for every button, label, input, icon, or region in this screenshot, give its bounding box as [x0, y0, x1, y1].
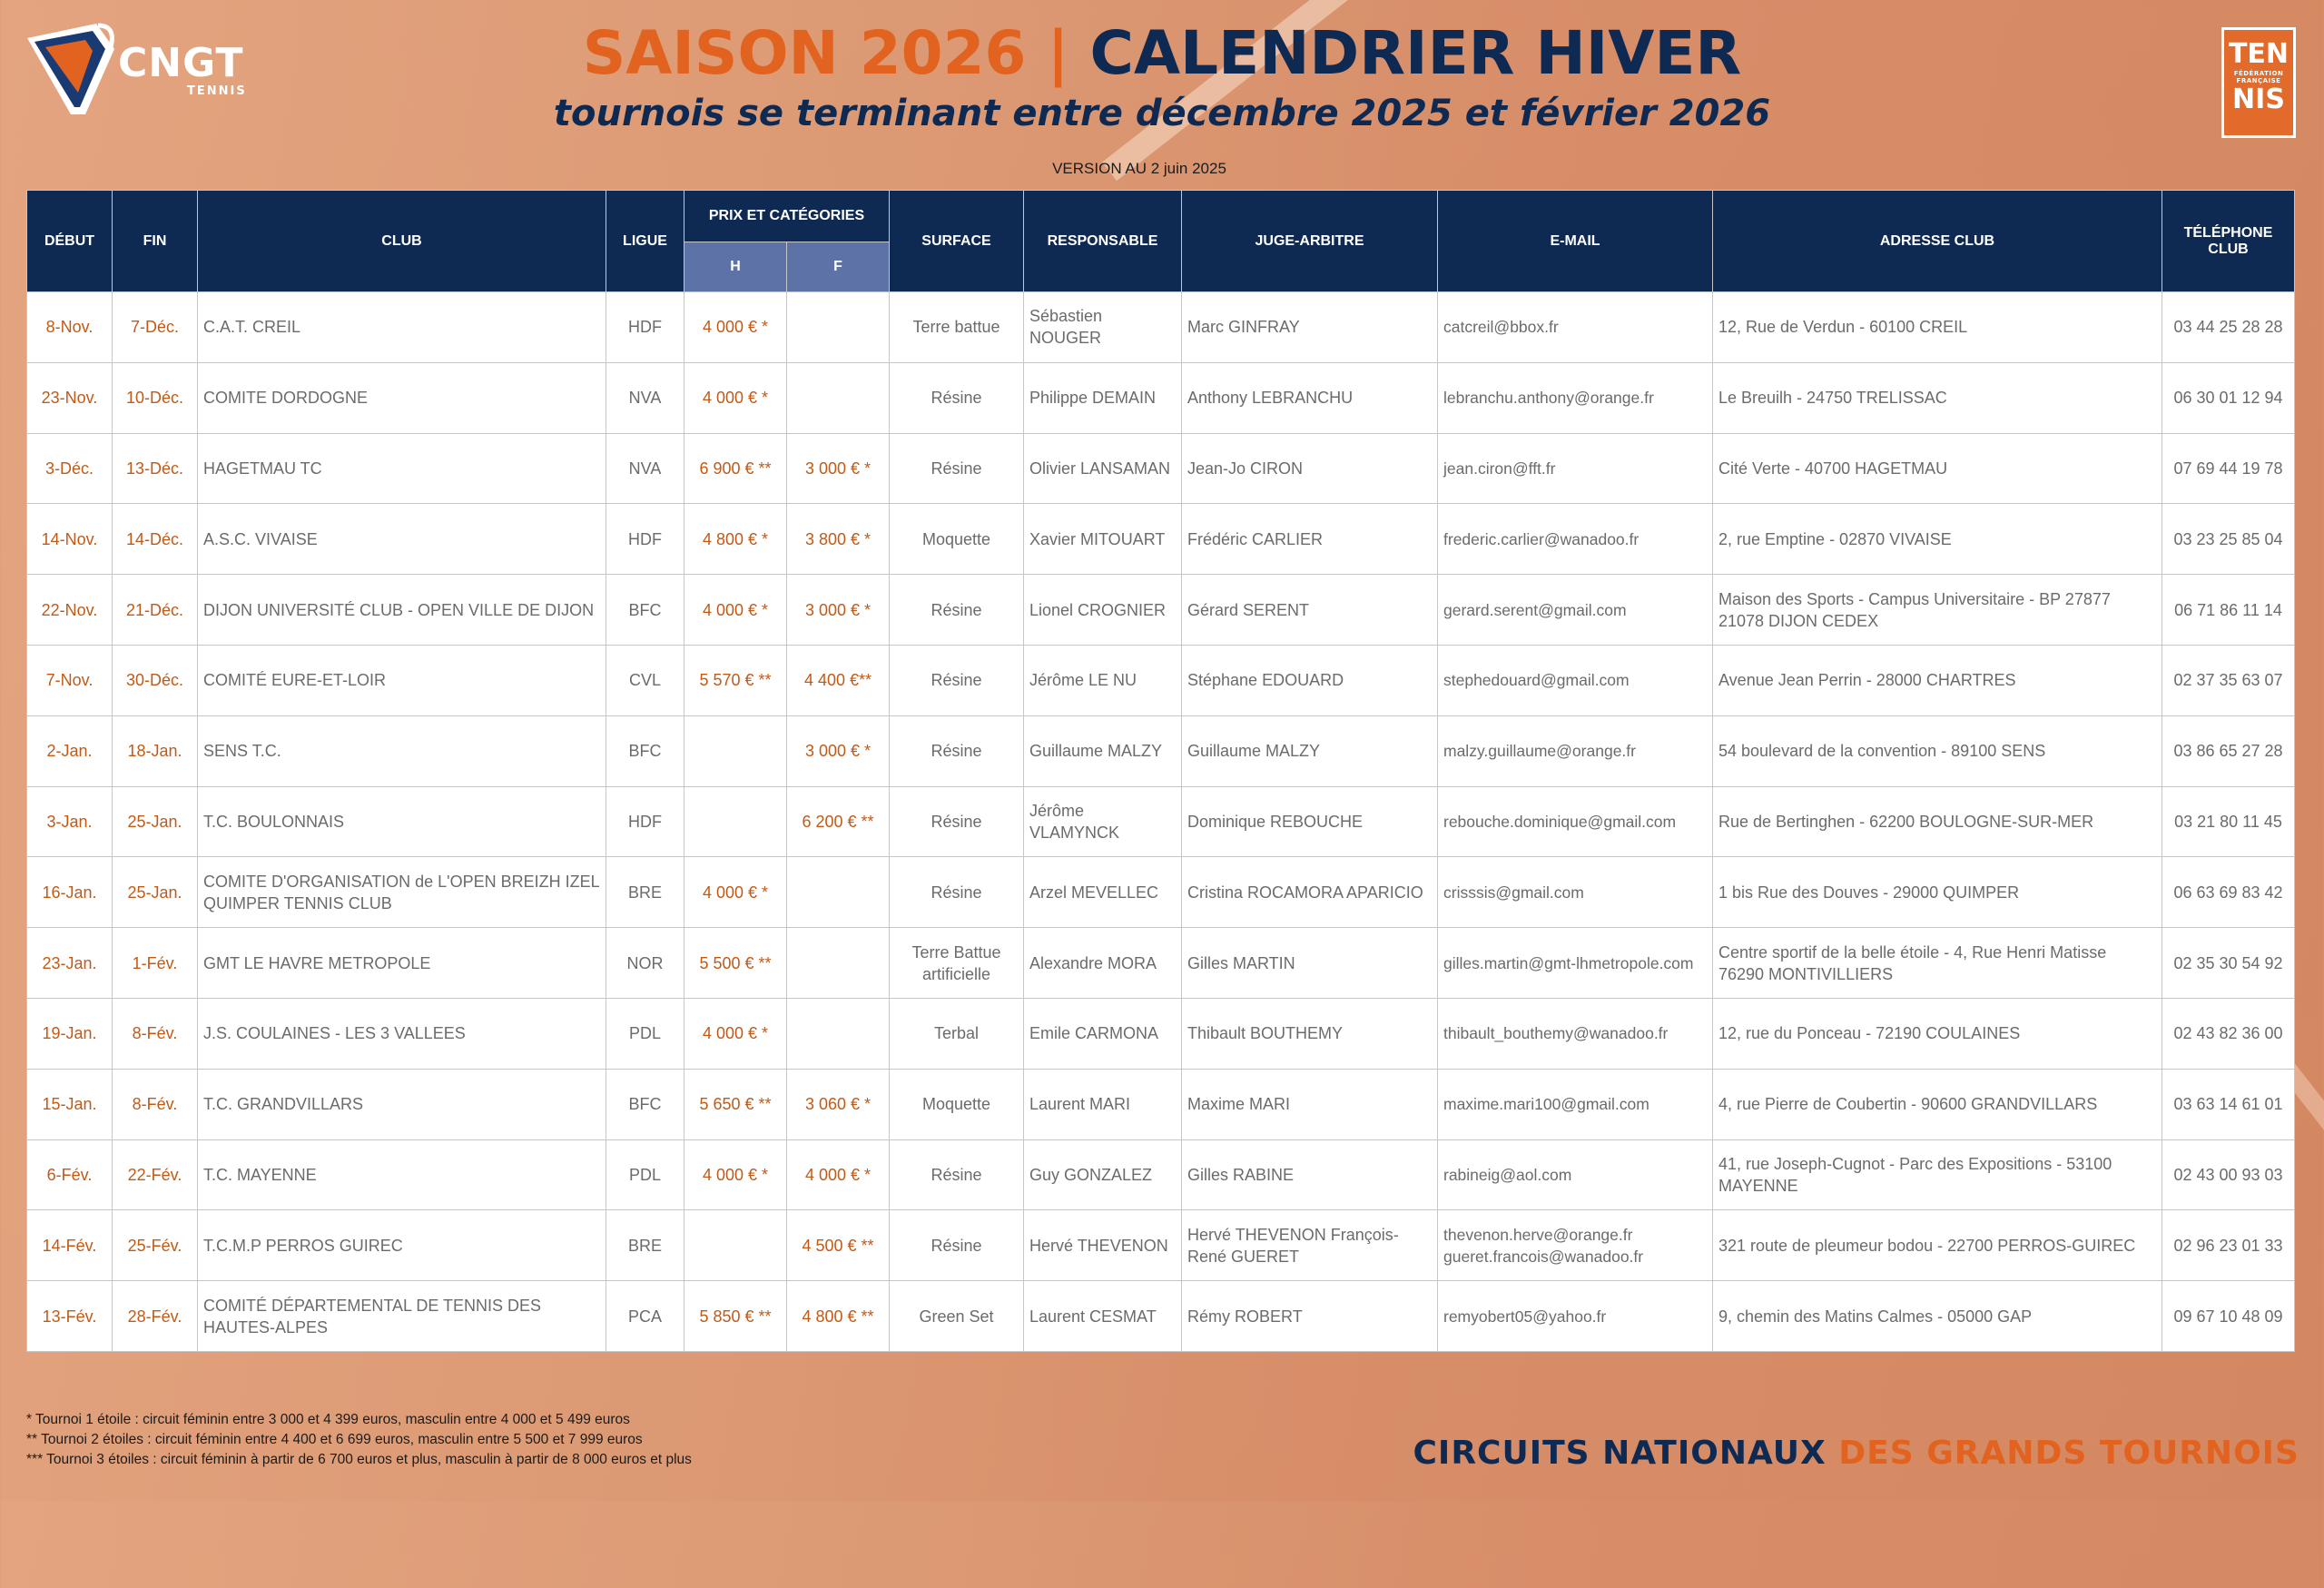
cell-f: [787, 998, 890, 1069]
cell-h: [684, 1210, 787, 1281]
circuits-banner-part1: CIRCUITS NATIONAUX: [1413, 1435, 1827, 1472]
cell-ligue: BRE: [606, 1210, 684, 1281]
cell-club: HAGETMAU TC: [198, 433, 606, 504]
cell-h: 5 650 € **: [684, 1069, 787, 1139]
cell-juge: Rémy ROBERT: [1182, 1281, 1438, 1352]
cell-email: remyobert05@yahoo.fr: [1438, 1281, 1713, 1352]
header-h: H: [684, 242, 787, 292]
cell-juge: Frédéric CARLIER: [1182, 504, 1438, 575]
cell-h: 5 570 € **: [684, 645, 787, 715]
cell-tel: 03 21 80 11 45: [2162, 786, 2295, 857]
page-title: [0, 18, 2324, 88]
cell-surface: Résine: [890, 575, 1024, 646]
cell-debut: 13-Fév.: [27, 1281, 113, 1352]
cell-email: catcreil@bbox.fr: [1438, 292, 1713, 363]
cell-email: thevenon.herve@orange.fr gueret.francois@wanadoo.fr: [1438, 1210, 1713, 1281]
cell-debut: 8-Nov.: [27, 292, 113, 363]
cell-f: 4 500 € **: [787, 1210, 890, 1281]
cell-adresse: 4, rue Pierre de Coubertin - 90600 GRANDVILLARS: [1713, 1069, 2162, 1139]
cell-juge: Cristina ROCAMORA APARICIO: [1182, 857, 1438, 928]
cell-f: 3 800 € *: [787, 504, 890, 575]
cell-fin: 25-Fév.: [113, 1210, 198, 1281]
cell-ligue: BFC: [606, 575, 684, 646]
cell-surface: Résine: [890, 1139, 1024, 1210]
cell-adresse: Avenue Jean Perrin - 28000 CHARTRES: [1713, 645, 2162, 715]
cell-responsable: Jérôme LE NU: [1024, 645, 1182, 715]
cell-juge: Hervé THEVENON François-René GUERET: [1182, 1210, 1438, 1281]
cell-debut: 6-Fév.: [27, 1139, 113, 1210]
cell-h: [684, 715, 787, 786]
cell-fin: 7-Déc.: [113, 292, 198, 363]
table-row: [27, 998, 2295, 1069]
cell-responsable: Lionel CROGNIER: [1024, 575, 1182, 646]
cell-email: rabineig@aol.com: [1438, 1139, 1713, 1210]
cell-club: A.S.C. VIVAISE: [198, 504, 606, 575]
footnote-3-stars: *** Tournoi 3 étoiles : circuit féminin à partir de 6 700 euros et plus, masculin à partir de 8 000 euros et plus: [26, 1452, 692, 1467]
cell-f: 3 000 € *: [787, 715, 890, 786]
cell-club: GMT LE HAVRE METROPOLE: [198, 928, 606, 999]
circuits-banner: [1413, 1435, 2300, 1472]
fft-logo-top: TEN: [2228, 38, 2290, 70]
title-season: SAISON 2026: [582, 18, 1027, 88]
header-prix: PRIX ET CATÉGORIES: [684, 191, 890, 242]
cell-debut: 15-Jan.: [27, 1069, 113, 1139]
cell-responsable: Laurent MARI: [1024, 1069, 1182, 1139]
cell-debut: 7-Nov.: [27, 645, 113, 715]
cell-f: [787, 362, 890, 433]
cell-ligue: PDL: [606, 998, 684, 1069]
cell-surface: Terre Battue artificielle: [890, 928, 1024, 999]
cell-ligue: NVA: [606, 362, 684, 433]
cell-adresse: 54 boulevard de la convention - 89100 SENS: [1713, 715, 2162, 786]
cell-club: COMITE DORDOGNE: [198, 362, 606, 433]
cell-adresse: 12, rue du Ponceau - 72190 COULAINES: [1713, 998, 2162, 1069]
header-juge: JUGE-ARBITRE: [1182, 191, 1438, 292]
cell-email: maxime.mari100@gmail.com: [1438, 1069, 1713, 1139]
cell-email: stephedouard@gmail.com: [1438, 645, 1713, 715]
cell-club: COMITE D'ORGANISATION de L'OPEN BREIZH IZEL QUIMPER TENNIS CLUB: [198, 857, 606, 928]
tournament-table: [26, 190, 2295, 1352]
cell-responsable: Jérôme VLAMYNCK: [1024, 786, 1182, 857]
cell-surface: Terre battue: [890, 292, 1024, 363]
footnote-2-stars: ** Tournoi 2 étoiles : circuit féminin entre 4 400 et 6 699 euros, masculin entre 5 500 et 7 999 euros: [26, 1432, 643, 1447]
cell-tel: 06 71 86 11 14: [2162, 575, 2295, 646]
cell-fin: 8-Fév.: [113, 1069, 198, 1139]
cell-h: 4 800 € *: [684, 504, 787, 575]
cell-ligue: CVL: [606, 645, 684, 715]
cell-juge: Dominique REBOUCHE: [1182, 786, 1438, 857]
cell-fin: 18-Jan.: [113, 715, 198, 786]
cell-ligue: HDF: [606, 786, 684, 857]
cell-fin: 13-Déc.: [113, 433, 198, 504]
cell-tel: 03 23 25 85 04: [2162, 504, 2295, 575]
cell-juge: Gilles RABINE: [1182, 1139, 1438, 1210]
cell-tel: 03 63 14 61 01: [2162, 1069, 2295, 1139]
cell-ligue: BRE: [606, 857, 684, 928]
cell-fin: 28-Fév.: [113, 1281, 198, 1352]
cell-debut: 3-Jan.: [27, 786, 113, 857]
table-row: [27, 1281, 2295, 1352]
header-club: CLUB: [198, 191, 606, 292]
table-row: [27, 575, 2295, 646]
cell-f: 3 060 € *: [787, 1069, 890, 1139]
cell-ligue: PCA: [606, 1281, 684, 1352]
cell-club: T.C. BOULONNAIS: [198, 786, 606, 857]
cell-ligue: NOR: [606, 928, 684, 999]
table-row: [27, 1210, 2295, 1281]
header-email: E-MAIL: [1438, 191, 1713, 292]
cell-ligue: HDF: [606, 292, 684, 363]
cell-responsable: Alexandre MORA: [1024, 928, 1182, 999]
cell-f: 6 200 € **: [787, 786, 890, 857]
table-row: [27, 433, 2295, 504]
cell-club: COMITÉ EURE-ET-LOIR: [198, 645, 606, 715]
fft-logo-mid: FÉDÉRATION FRANÇAISE: [2233, 70, 2284, 84]
header-responsable: RESPONSABLE: [1024, 191, 1182, 292]
cell-juge: Maxime MARI: [1182, 1069, 1438, 1139]
cell-adresse: 12, Rue de Verdun - 60100 CREIL: [1713, 292, 2162, 363]
cell-responsable: Emile CARMONA: [1024, 998, 1182, 1069]
cell-responsable: Laurent CESMAT: [1024, 1281, 1182, 1352]
cell-fin: 22-Fév.: [113, 1139, 198, 1210]
cell-email: lebranchu.anthony@orange.fr: [1438, 362, 1713, 433]
cell-h: 6 900 € **: [684, 433, 787, 504]
cell-ligue: BFC: [606, 1069, 684, 1139]
cell-tel: 02 37 35 63 07: [2162, 645, 2295, 715]
cell-email: frederic.carlier@wanadoo.fr: [1438, 504, 1713, 575]
cell-tel: 07 69 44 19 78: [2162, 433, 2295, 504]
cell-email: gilles.martin@gmt-lhmetropole.com: [1438, 928, 1713, 999]
cell-debut: 2-Jan.: [27, 715, 113, 786]
cell-adresse: 321 route de pleumeur bodou - 22700 PERROS-GUIREC: [1713, 1210, 2162, 1281]
cell-juge: Jean-Jo CIRON: [1182, 433, 1438, 504]
table-row: [27, 786, 2295, 857]
cell-tel: 06 63 69 83 42: [2162, 857, 2295, 928]
cell-h: 5 500 € **: [684, 928, 787, 999]
cell-fin: 30-Déc.: [113, 645, 198, 715]
version-label: VERSION AU 2 juin 2025: [1052, 160, 1226, 177]
cell-juge: Gilles MARTIN: [1182, 928, 1438, 999]
cell-fin: 8-Fév.: [113, 998, 198, 1069]
cell-h: 4 000 € *: [684, 998, 787, 1069]
cell-club: COMITÉ DÉPARTEMENTAL DE TENNIS DES HAUTES-ALPES: [198, 1281, 606, 1352]
table-row: [27, 645, 2295, 715]
fft-logo-bottom: NIS: [2232, 84, 2285, 115]
cell-club: DIJON UNIVERSITÉ CLUB - OPEN VILLE DE DIJON: [198, 575, 606, 646]
cell-fin: 1-Fév.: [113, 928, 198, 999]
cell-tel: 03 86 65 27 28: [2162, 715, 2295, 786]
table-row: [27, 1139, 2295, 1210]
cell-responsable: Guillaume MALZY: [1024, 715, 1182, 786]
table-row: [27, 857, 2295, 928]
cell-surface: Moquette: [890, 504, 1024, 575]
cell-responsable: Arzel MEVELLEC: [1024, 857, 1182, 928]
cell-surface: Résine: [890, 645, 1024, 715]
title-separator: |: [1047, 18, 1069, 88]
cell-fin: 14-Déc.: [113, 504, 198, 575]
cell-club: T.C.M.P PERROS GUIREC: [198, 1210, 606, 1281]
cell-surface: Résine: [890, 857, 1024, 928]
cell-tel: 02 43 82 36 00: [2162, 998, 2295, 1069]
cell-fin: 10-Déc.: [113, 362, 198, 433]
cell-tel: 06 30 01 12 94: [2162, 362, 2295, 433]
cell-tel: 09 67 10 48 09: [2162, 1281, 2295, 1352]
header-ligue: LIGUE: [606, 191, 684, 292]
cell-h: 4 000 € *: [684, 362, 787, 433]
cell-h: 5 850 € **: [684, 1281, 787, 1352]
cell-adresse: Centre sportif de la belle étoile - 4, Rue Henri Matisse 76290 MONTIVILLIERS: [1713, 928, 2162, 999]
cell-responsable: Sébastien NOUGER: [1024, 292, 1182, 363]
cell-juge: Anthony LEBRANCHU: [1182, 362, 1438, 433]
page-subtitle: tournois se terminant entre décembre 2025 et février 2026: [553, 93, 1771, 134]
cell-juge: Guillaume MALZY: [1182, 715, 1438, 786]
cell-h: 4 000 € *: [684, 857, 787, 928]
footnote-1-star: * Tournoi 1 étoile : circuit féminin entre 3 000 et 4 399 euros, masculin entre 4 000 et 5 499 euros: [26, 1412, 630, 1427]
cell-debut: 19-Jan.: [27, 998, 113, 1069]
cngt-wordmark: CNGT: [118, 40, 244, 86]
cell-email: jean.ciron@fft.fr: [1438, 433, 1713, 504]
header-adresse: ADRESSE CLUB: [1713, 191, 2162, 292]
cell-fin: 21-Déc.: [113, 575, 198, 646]
cell-surface: Terbal: [890, 998, 1024, 1069]
cell-ligue: HDF: [606, 504, 684, 575]
cell-h: 4 000 € *: [684, 1139, 787, 1210]
cell-adresse: 2, rue Emptine - 02870 VIVAISE: [1713, 504, 2162, 575]
cell-debut: 23-Jan.: [27, 928, 113, 999]
cell-f: 4 000 € *: [787, 1139, 890, 1210]
cell-f: 4 400 €**: [787, 645, 890, 715]
cell-surface: Résine: [890, 433, 1024, 504]
cell-tel: 02 35 30 54 92: [2162, 928, 2295, 999]
cell-ligue: PDL: [606, 1139, 684, 1210]
cell-ligue: NVA: [606, 433, 684, 504]
cell-fin: 25-Jan.: [113, 786, 198, 857]
cell-surface: Résine: [890, 1210, 1024, 1281]
cell-responsable: Hervé THEVENON: [1024, 1210, 1182, 1281]
cell-f: [787, 857, 890, 928]
table-row: [27, 504, 2295, 575]
cell-f: [787, 292, 890, 363]
header-surface: SURFACE: [890, 191, 1024, 292]
cell-debut: 14-Fév.: [27, 1210, 113, 1281]
cell-f: 3 000 € *: [787, 433, 890, 504]
cell-adresse: Le Breuilh - 24750 TRELISSAC: [1713, 362, 2162, 433]
cell-responsable: Guy GONZALEZ: [1024, 1139, 1182, 1210]
header-telephone: TÉLÉPHONE CLUB: [2162, 191, 2295, 292]
footnotes: [26, 1410, 692, 1470]
cell-club: J.S. COULAINES - LES 3 VALLEES: [198, 998, 606, 1069]
cell-f: [787, 928, 890, 999]
table-row: [27, 715, 2295, 786]
table-row: [27, 362, 2295, 433]
cell-club: T.C. MAYENNE: [198, 1139, 606, 1210]
cell-h: [684, 786, 787, 857]
header-f: F: [787, 242, 890, 292]
table-body: [27, 292, 2295, 1352]
cell-debut: 16-Jan.: [27, 857, 113, 928]
cell-debut: 3-Déc.: [27, 433, 113, 504]
cell-f: 4 800 € **: [787, 1281, 890, 1352]
cell-club: T.C. GRANDVILLARS: [198, 1069, 606, 1139]
cell-surface: Moquette: [890, 1069, 1024, 1139]
header-fin: FIN: [113, 191, 198, 292]
cngt-subtext: TENNIS: [187, 84, 247, 98]
cell-h: 4 000 € *: [684, 575, 787, 646]
cell-club: SENS T.C.: [198, 715, 606, 786]
cell-juge: Thibault BOUTHEMY: [1182, 998, 1438, 1069]
cell-f: 3 000 € *: [787, 575, 890, 646]
cell-debut: 14-Nov.: [27, 504, 113, 575]
cell-surface: Résine: [890, 362, 1024, 433]
cell-tel: 02 43 00 93 03: [2162, 1139, 2295, 1210]
cell-tel: 02 96 23 01 33: [2162, 1210, 2295, 1281]
cell-fin: 25-Jan.: [113, 857, 198, 928]
cell-juge: Stéphane EDOUARD: [1182, 645, 1438, 715]
cell-email: gerard.serent@gmail.com: [1438, 575, 1713, 646]
cell-adresse: 1 bis Rue des Douves - 29000 QUIMPER: [1713, 857, 2162, 928]
cell-debut: 23-Nov.: [27, 362, 113, 433]
table-row: [27, 292, 2295, 363]
table-row: [27, 928, 2295, 999]
cell-adresse: 9, chemin des Matins Calmes - 05000 GAP: [1713, 1281, 2162, 1352]
cell-surface: Résine: [890, 715, 1024, 786]
circuits-banner-part2: DES GRANDS TOURNOIS: [1838, 1435, 2299, 1472]
cell-juge: Gérard SERENT: [1182, 575, 1438, 646]
cell-club: C.A.T. CREIL: [198, 292, 606, 363]
cell-email: malzy.guillaume@orange.fr: [1438, 715, 1713, 786]
cell-surface: Green Set: [890, 1281, 1024, 1352]
cell-responsable: Philippe DEMAIN: [1024, 362, 1182, 433]
cell-responsable: Olivier LANSAMAN: [1024, 433, 1182, 504]
table-row: [27, 1069, 2295, 1139]
title-calendar: CALENDRIER HIVER: [1089, 18, 1742, 88]
header-debut: DÉBUT: [27, 191, 113, 292]
cell-email: thibault_bouthemy@wanadoo.fr: [1438, 998, 1713, 1069]
cell-ligue: BFC: [606, 715, 684, 786]
cell-h: 4 000 € *: [684, 292, 787, 363]
cell-email: rebouche.dominique@gmail.com: [1438, 786, 1713, 857]
cell-juge: Marc GINFRAY: [1182, 292, 1438, 363]
cell-tel: 03 44 25 28 28: [2162, 292, 2295, 363]
cell-adresse: Maison des Sports - Campus Universitaire - BP 27877 21078 DIJON CEDEX: [1713, 575, 2162, 646]
cell-adresse: Rue de Bertinghen - 62200 BOULOGNE-SUR-MER: [1713, 786, 2162, 857]
cell-adresse: 41, rue Joseph-Cugnot - Parc des Expositions - 53100 MAYENNE: [1713, 1139, 2162, 1210]
cell-surface: Résine: [890, 786, 1024, 857]
cell-email: crisssis@gmail.com: [1438, 857, 1713, 928]
cell-adresse: Cité Verte - 40700 HAGETMAU: [1713, 433, 2162, 504]
cell-debut: 22-Nov.: [27, 575, 113, 646]
cell-responsable: Xavier MITOUART: [1024, 504, 1182, 575]
